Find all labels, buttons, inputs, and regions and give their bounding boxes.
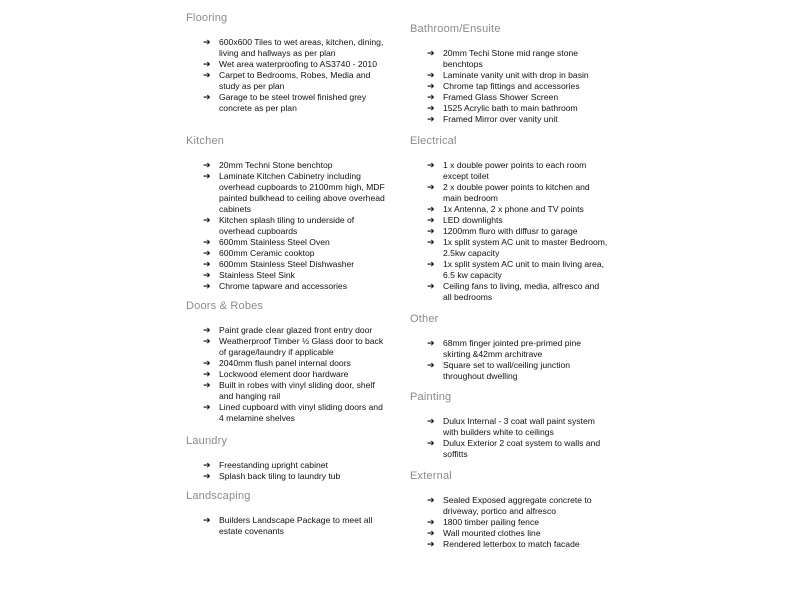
list-item: [410, 204, 610, 215]
arrow-right-icon: ➔: [427, 338, 435, 348]
section-heading-laundry: Laundry: [186, 435, 228, 447]
list-item: [410, 438, 610, 460]
arrow-right-icon: ➔: [203, 471, 211, 481]
arrow-right-icon: ➔: [203, 259, 211, 269]
list-item: [410, 160, 610, 182]
list-item-text: 20mm Techni Stone benchtop: [219, 160, 333, 170]
list-item-text: Framed Mirror over vanity unit: [443, 114, 558, 124]
list-item-text: Lockwood element door hardware: [219, 369, 349, 379]
list-item: [186, 460, 386, 471]
list-item-text: 1800 timber pailing fence: [443, 517, 540, 527]
item-list-other: [410, 338, 610, 382]
list-item-text: Rendered letterbox to match facade: [443, 539, 580, 549]
arrow-right-icon: ➔: [427, 160, 435, 170]
arrow-right-icon: ➔: [427, 539, 435, 549]
list-item: [410, 48, 610, 70]
list-item: [186, 380, 386, 402]
list-item-text: 2 x double power points to kitchen and main bedroom: [443, 182, 590, 203]
list-item-text: 1525 Acrylic bath to main bathroom: [443, 103, 578, 113]
list-item: [186, 70, 386, 92]
arrow-right-icon: ➔: [203, 237, 211, 247]
item-list-painting: [410, 416, 610, 460]
arrow-right-icon: ➔: [203, 358, 211, 368]
section-heading-landscaping: Landscaping: [186, 490, 251, 502]
section-laundry: [186, 435, 386, 482]
list-item: [186, 92, 386, 114]
list-item: [186, 281, 386, 292]
list-item: [186, 515, 386, 537]
section-painting: [410, 391, 610, 460]
list-item-text: Ceiling fans to living, media, alfresco and all bedrooms: [443, 281, 600, 302]
arrow-right-icon: ➔: [203, 70, 211, 80]
arrow-right-icon: ➔: [203, 369, 211, 379]
arrow-right-icon: ➔: [427, 204, 435, 214]
list-item: [410, 539, 610, 550]
list-item-text: Kitchen splash tiling to underside of overhead cupboards: [219, 215, 355, 236]
arrow-right-icon: ➔: [203, 171, 211, 181]
list-item-text: 68mm finger jointed pre-primed pine skirting &42mm architrave: [443, 338, 582, 359]
item-list-bathroom-ensuite: [410, 48, 610, 125]
arrow-right-icon: ➔: [203, 281, 211, 291]
list-item: [186, 270, 386, 281]
arrow-right-icon: ➔: [427, 226, 435, 236]
section-heading-doors-robes: Doors & Robes: [186, 300, 264, 312]
arrow-right-icon: ➔: [427, 92, 435, 102]
list-item-text: 1x split system AC unit to master Bedroom, 2.5kw capacity: [443, 237, 608, 258]
arrow-right-icon: ➔: [203, 59, 211, 69]
list-item: [410, 416, 610, 438]
list-item: [186, 248, 386, 259]
list-item-text: Chrome tapware and accessories: [219, 281, 348, 291]
arrow-right-icon: ➔: [427, 114, 435, 124]
list-item: [186, 171, 386, 215]
list-item-text: Wet area waterproofing to AS3740 - 2010: [219, 59, 377, 69]
list-item: [186, 402, 386, 424]
list-item-text: 1 x double power points to each room except toilet: [443, 160, 587, 181]
list-item-text: Lined cupboard with vinyl sliding doors and 4 melamine shelves: [219, 402, 383, 423]
item-list-landscaping: [186, 515, 386, 537]
section-landscaping: [186, 490, 386, 537]
arrow-right-icon: ➔: [427, 416, 435, 426]
arrow-right-icon: ➔: [203, 460, 211, 470]
list-item-text: Wall mounted clothes line: [443, 528, 541, 538]
arrow-right-icon: ➔: [203, 37, 211, 47]
list-item-text: 600x600 Tiles to wet areas, kitchen, dining, living and hallways as per plan: [219, 37, 384, 58]
list-item-text: 1200mm fluro with diffusr to garage: [443, 226, 578, 236]
list-item-text: Garage to be steel trowel finished grey concrete as per plan: [219, 92, 367, 113]
list-item-text: Framed Glass Shower Screen: [443, 92, 559, 102]
arrow-right-icon: ➔: [427, 81, 435, 91]
list-item-text: 1x Antenna, 2 x phone and TV points: [443, 204, 584, 214]
list-item-text: 2040mm flush panel internal doors: [219, 358, 351, 368]
list-item: [186, 336, 386, 358]
arrow-right-icon: ➔: [427, 281, 435, 291]
list-item-text: Carpet to Bedrooms, Robes, Media and study as per plan: [219, 70, 371, 91]
arrow-right-icon: ➔: [203, 515, 211, 525]
list-item-text: Square set to wall/ceiling junction throughout dwelling: [443, 360, 571, 381]
list-item-text: 600mm Stainless Steel Dishwasher: [219, 259, 355, 269]
item-list-flooring: [186, 37, 386, 114]
list-item-text: Builders Landscape Package to meet all estate covenants: [219, 515, 373, 536]
list-item-text: Dulux Exterior 2 coat system to walls and soffitts: [443, 438, 601, 459]
list-item-text: Laminate Kitchen Cabinetry including overhead cupboards to 2100mm high, MDF painted bulkhead to ceiling above overhead cabinets: [219, 171, 385, 214]
list-item: [186, 160, 386, 171]
arrow-right-icon: ➔: [427, 103, 435, 113]
list-item: [410, 70, 610, 81]
list-item-text: Dulux Internal - 3 coat wall paint system with builders white to ceilings: [443, 416, 595, 437]
list-item: [186, 237, 386, 248]
list-item: [410, 81, 610, 92]
item-list-external: [410, 495, 610, 550]
arrow-right-icon: ➔: [427, 48, 435, 58]
section-heading-external: External: [410, 470, 452, 482]
list-item: [410, 338, 610, 360]
list-item: [186, 215, 386, 237]
list-item-text: Paint grade clear glazed front entry door: [219, 325, 373, 335]
list-item-text: 600mm Stainless Steel Oven: [219, 237, 330, 247]
section-heading-painting: Painting: [410, 391, 452, 403]
list-item: [186, 325, 386, 336]
section-flooring: [186, 12, 386, 114]
arrow-right-icon: ➔: [427, 259, 435, 269]
arrow-right-icon: ➔: [203, 92, 211, 102]
arrow-right-icon: ➔: [203, 380, 211, 390]
list-item-text: Freestanding upright cabinet: [219, 460, 328, 470]
list-item: [410, 215, 610, 226]
list-item: [186, 59, 386, 70]
section-external: [410, 470, 610, 550]
list-item-text: 600mm Ceramic cooktop: [219, 248, 315, 258]
list-item-text: LED downlights: [443, 215, 503, 225]
arrow-right-icon: ➔: [427, 215, 435, 225]
list-item: [410, 226, 610, 237]
arrow-right-icon: ➔: [203, 248, 211, 258]
arrow-right-icon: ➔: [427, 360, 435, 370]
section-heading-other: Other: [410, 313, 439, 325]
list-item-text: Weatherproof Timber ½ Glass door to back of garage/laundry if applicable: [219, 336, 384, 357]
list-item: [410, 528, 610, 539]
list-item-text: 20mm Techi Stone mid range stone benchtops: [443, 48, 579, 69]
arrow-right-icon: ➔: [427, 182, 435, 192]
list-item-text: Chrome tap fittings and accessories: [443, 81, 580, 91]
section-doors-robes: [186, 300, 386, 424]
section-heading-bathroom-ensuite: Bathroom/Ensuite: [410, 23, 501, 35]
list-item: [186, 471, 386, 482]
list-item: [410, 495, 610, 517]
section-electrical: [410, 135, 610, 303]
list-item: [410, 92, 610, 103]
list-item-text: Splash back tiling to laundry tub: [219, 471, 341, 481]
list-item: [410, 237, 610, 259]
list-item-text: Stainless Steel Sink: [219, 270, 295, 280]
list-item: [410, 259, 610, 281]
list-item: [410, 182, 610, 204]
section-other: [410, 313, 610, 382]
arrow-right-icon: ➔: [203, 215, 211, 225]
list-item: [410, 114, 610, 125]
arrow-right-icon: ➔: [427, 438, 435, 448]
arrow-right-icon: ➔: [427, 528, 435, 538]
list-item-text: 1x split system AC unit to main living area, 6.5 kw capacity: [443, 259, 604, 280]
arrow-right-icon: ➔: [427, 70, 435, 80]
list-item-text: Sealed Exposed aggregate concrete to driveway, portico and alfresco: [443, 495, 592, 516]
list-item: [410, 103, 610, 114]
arrow-right-icon: ➔: [203, 270, 211, 280]
list-item-text: Laminate vanity unit with drop in basin: [443, 70, 589, 80]
section-bathroom-ensuite: [410, 23, 610, 125]
arrow-right-icon: ➔: [203, 325, 211, 335]
list-item: [186, 358, 386, 369]
list-item-text: Built in robes with vinyl sliding door, shelf and hanging rail: [219, 380, 375, 401]
list-item: [410, 517, 610, 528]
list-item: [186, 37, 386, 59]
list-item: [186, 259, 386, 270]
section-kitchen: [186, 135, 386, 292]
arrow-right-icon: ➔: [203, 160, 211, 170]
list-item: [410, 281, 610, 303]
item-list-doors-robes: [186, 325, 386, 424]
arrow-right-icon: ➔: [203, 336, 211, 346]
section-heading-kitchen: Kitchen: [186, 135, 225, 147]
item-list-laundry: [186, 460, 386, 482]
arrow-right-icon: ➔: [427, 237, 435, 247]
arrow-right-icon: ➔: [203, 402, 211, 412]
item-list-kitchen: [186, 160, 386, 292]
list-item: [410, 360, 610, 382]
arrow-right-icon: ➔: [427, 495, 435, 505]
item-list-electrical: [410, 160, 610, 303]
section-heading-flooring: Flooring: [186, 12, 228, 24]
arrow-right-icon: ➔: [427, 517, 435, 527]
section-heading-electrical: Electrical: [410, 135, 457, 147]
list-item: [186, 369, 386, 380]
